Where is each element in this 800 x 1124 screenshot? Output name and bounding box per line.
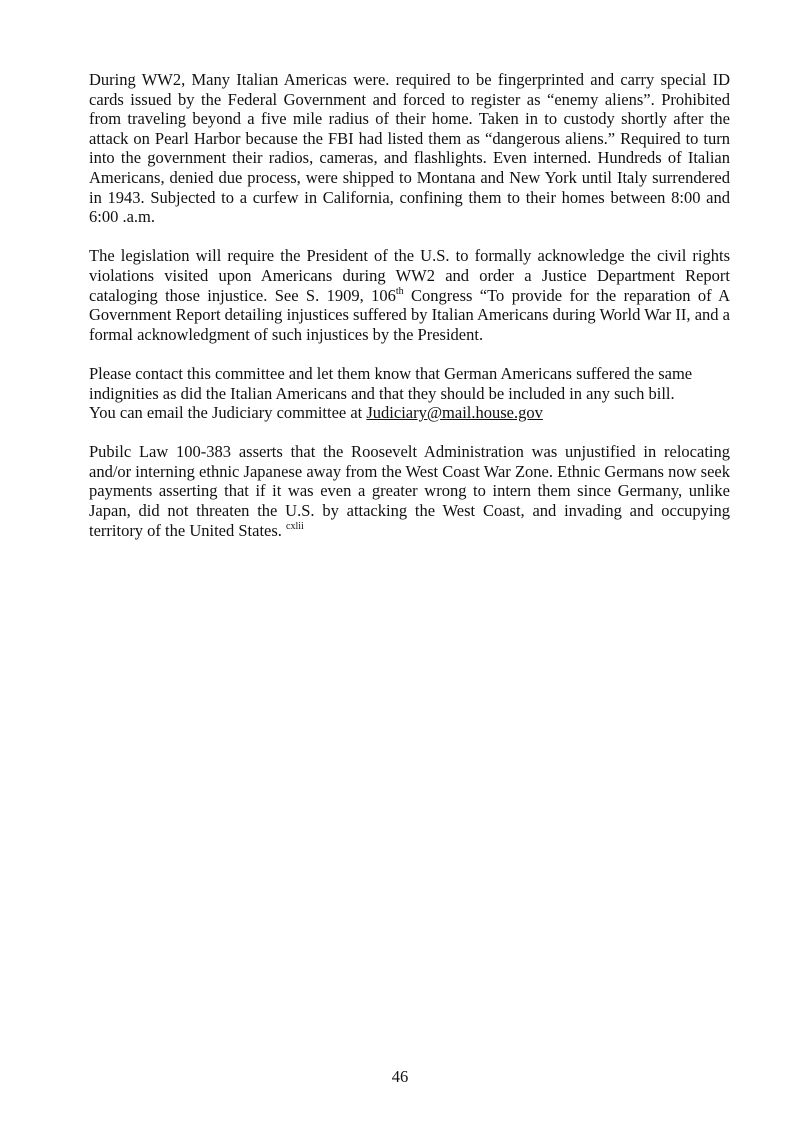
paragraph-text-start: The legislation will require the President of the U.S. to formally acknowledge the civil rights violations visited upon Americans during WW2 and order a Justice Department Report cataloging those injustice. See S. 1909, 106 xyxy=(89,246,730,305)
paragraph-legislation xyxy=(89,246,730,344)
endnote-reference[interactable]: cxlii xyxy=(286,520,304,532)
paragraph-contact-committee xyxy=(89,364,730,423)
paragraph-text: Pubilc Law 100-383 asserts that the Roosevelt Administration was unjustified in relocating and/or interning ethnic Japanese away from the West Coast War Zone. Ethnic Germans now seek payments asserting that if it was even a greater wrong to intern them since Germany, unlike Japan, did not threaten the U.S. by attacking the West Coast, and invading and occupying territory of the United States. xyxy=(89,442,730,540)
judiciary-email-link[interactable]: Judiciary@mail.house.gov xyxy=(366,403,543,423)
paragraph-text: During WW2, Many Italian Americas were. required to be fingerprinted and carry special ID cards issued by the Federal Government and forced to register as “enemy aliens”. Prohibited from traveling beyond a five mile radius of their home. Taken in to custody shortly after the attack on Pearl Harbor because the FBI had listed them as “dangerous aliens.” Required to turn into the government their radios, cameras, and flashlights. Even interned. Hundreds of Italian Americans, denied due process, were shipped to Montana and New York until Italy surrendered in 1943. Subjected to a curfew in California, confining them to their homes between 8:00 and 6:00 .a.m. xyxy=(89,70,730,227)
paragraph-wartime-restrictions xyxy=(89,70,730,227)
document-page xyxy=(89,70,730,560)
page-number: 46 xyxy=(391,1067,409,1086)
paragraph-text-end: Congress “To provide for the reparation of A Government Report detailing injustices suffered by Italian Americans during World War II, and a formal acknowledgment of such injustices by the President. xyxy=(89,285,731,344)
paragraph-line-1: Please contact this committee and let them know that German Americans suffered the same xyxy=(89,363,693,383)
paragraph-line-3: You can email the Judiciary committee at xyxy=(89,403,367,423)
paragraph-line-2: indignities as did the Italian Americans and that they should be included in any such bill. xyxy=(89,383,675,403)
ordinal-superscript: th xyxy=(395,285,404,297)
paragraph-public-law xyxy=(89,442,730,540)
